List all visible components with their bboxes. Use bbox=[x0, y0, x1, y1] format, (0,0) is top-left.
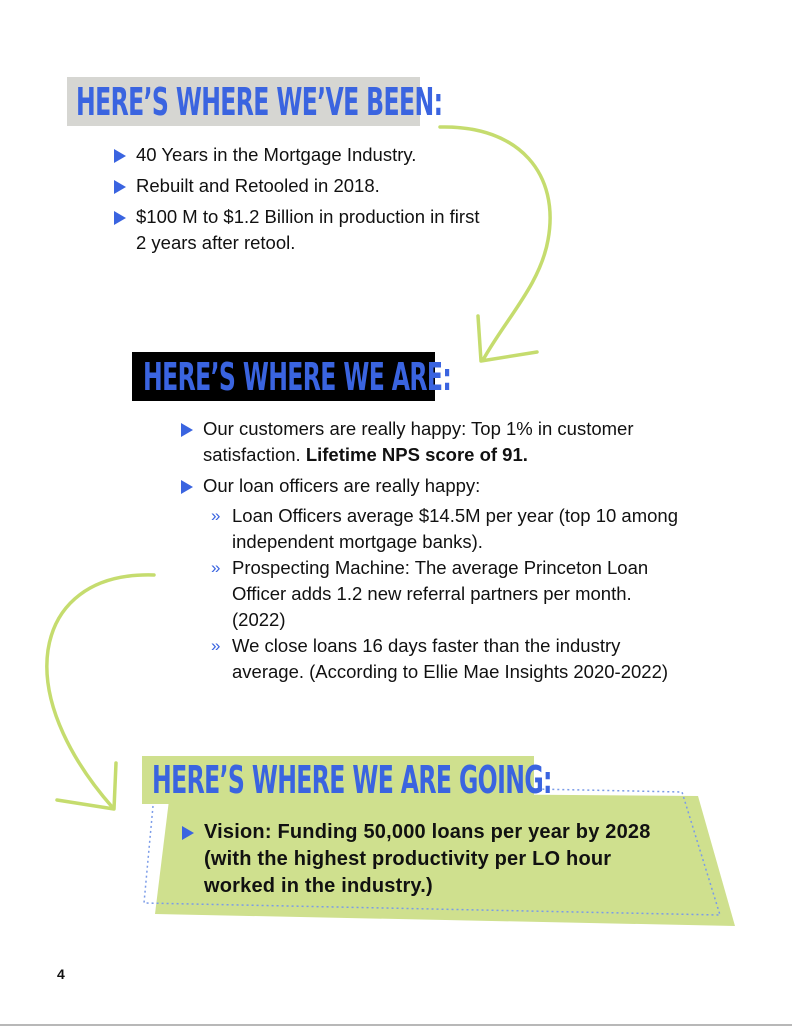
sub-list-item-text: Loan Officers average $14.5M per year (top 10 among independent mortgage banks). bbox=[232, 505, 678, 552]
list-item-text: 40 Years in the Mortgage Industry. bbox=[136, 144, 417, 165]
list-item bbox=[114, 204, 494, 256]
heading-where-we-are-going bbox=[142, 756, 552, 804]
double-chevron-icon: » bbox=[211, 506, 221, 525]
heading-where-we-are bbox=[132, 352, 452, 401]
sub-list-item-text: We close loans 16 days faster than the industry average. (According to Ellie Mae Insights 2020-2022) bbox=[232, 635, 669, 682]
sub-list-item bbox=[211, 503, 681, 555]
curved-arrow-icon bbox=[47, 575, 154, 809]
list-item bbox=[182, 819, 672, 900]
triangle-right-icon bbox=[114, 180, 126, 194]
loan-officer-sublist bbox=[211, 503, 681, 685]
list-item-text: Rebuilt and Retooled in 2018. bbox=[136, 175, 380, 196]
list-item bbox=[181, 473, 681, 685]
heading-text: HERE’S WHERE WE’VE BEEN: bbox=[76, 80, 443, 124]
sub-list-item-text: Prospecting Machine: The average Princeton Loan Officer adds 1.2 new referral partners per month. (2022) bbox=[232, 557, 649, 630]
list-item-text: Our customers are really happy: Top 1% in customer satisfaction. bbox=[203, 418, 634, 465]
nps-highlight: Lifetime NPS score of 91. bbox=[305, 444, 528, 465]
list-item-text: $100 M to $1.2 Billion in production in first 2 years after retool. bbox=[136, 206, 480, 253]
list-item bbox=[181, 416, 681, 468]
list-item bbox=[114, 173, 494, 199]
list-item-text: Our loan officers are really happy: bbox=[203, 475, 481, 496]
double-chevron-icon: » bbox=[211, 558, 221, 577]
vision-list bbox=[182, 819, 672, 905]
sub-list-item bbox=[211, 633, 681, 685]
vision-statement: Vision: Funding 50,000 loans per year by 2028 (with the highest productivity per LO hour worked in the industry.) bbox=[204, 821, 651, 897]
triangle-right-icon bbox=[181, 423, 193, 437]
triangle-right-icon bbox=[114, 149, 126, 163]
triangle-right-icon bbox=[181, 480, 193, 494]
double-chevron-icon: » bbox=[211, 636, 221, 655]
present-list bbox=[181, 416, 681, 690]
triangle-right-icon bbox=[114, 211, 126, 225]
triangle-right-icon bbox=[182, 826, 194, 840]
sub-list-item bbox=[211, 555, 681, 633]
list-item bbox=[114, 142, 494, 168]
past-list bbox=[114, 142, 494, 261]
heading-text: HERE’S WHERE WE ARE GOING: bbox=[152, 758, 552, 802]
heading-where-weve-been bbox=[67, 77, 443, 126]
page-number: 4 bbox=[57, 966, 65, 982]
heading-text: HERE’S WHERE WE ARE: bbox=[143, 355, 452, 399]
